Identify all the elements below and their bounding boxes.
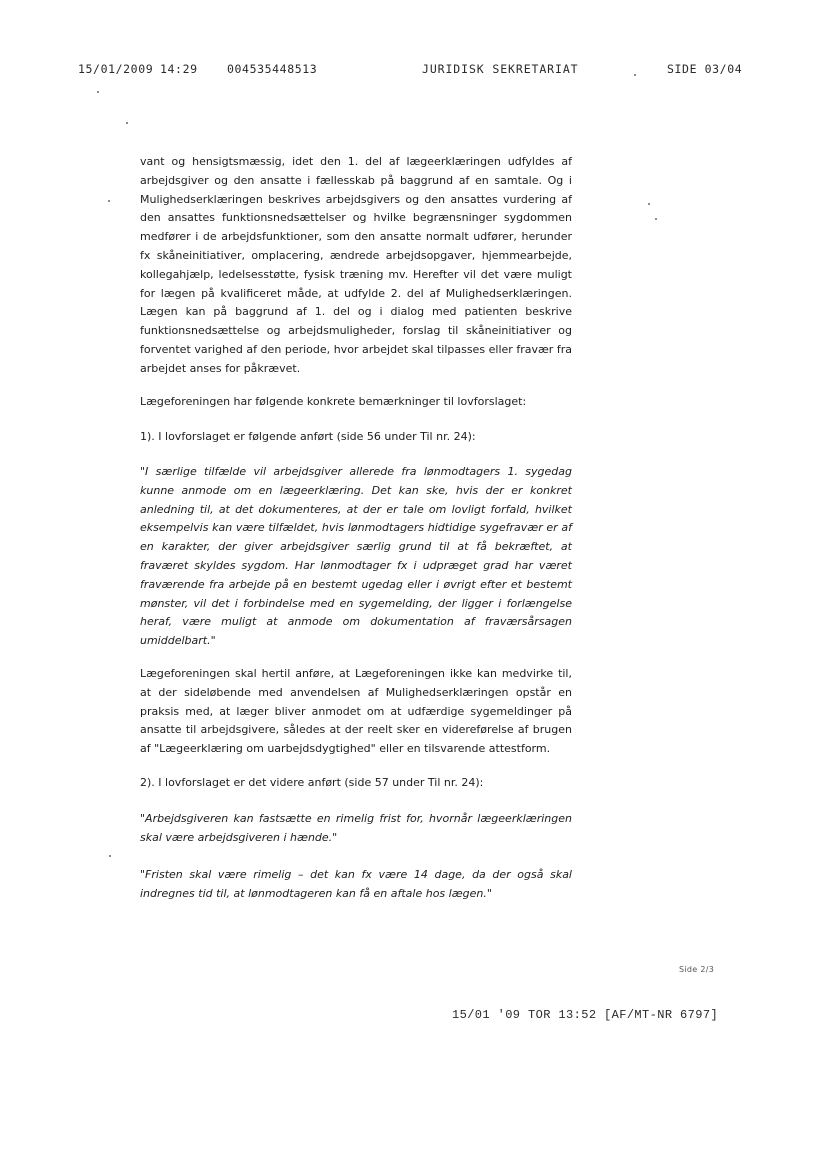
quote-text: "I særlige tilfælde vil arbejdsgiver allerede fra lønmodtagers 1. sygedag kunne anmode om en lægeerklæring. Det kan ske, hvis der er konkret anledning til, at det dokumenteres, at der er tale om lovligt forfald, hvilket eksempelvis kan være tilfældet, hvis lønmodtagers hidtidige sygefravær er af en karakter, der giver arbejdsgiver særlig grund til at få bekræftet, at fraværet skyldes sygdom. Har lønmodtager fx i udpræget grad har været fraværende fra arbejde på en bestemt ugedag eller i øvrigt efter et bestemt mønster, vil det i forbindelse med en sygemelding, der ligger i forlængelse heraf, være muligt at anmode om dokumentation af fraværsårsagen umiddelbart." (140, 465, 572, 648)
paragraph-text: 2). I lovforslaget er det videre anført (side 57 under Til nr. 24): (140, 776, 484, 789)
fax-header-number: 004535448513 (227, 62, 318, 76)
scan-speck (655, 218, 657, 220)
paragraph-intro (140, 153, 572, 379)
paragraph-text: vant og hensigtsmæssig, idet den 1. del af lægeerklæringen udfyldes af arbejdsgiver og den ansatte i fællesskab på baggrund af en samtale. Og i Mulighedserklæringen beskrives arbejdsgivers og den ansattes vurdering af den ansattes funktionsnedsættelser og hvilke begrænsninger sygdommen medfører i de arbejdsfunktioner, som den ansatte normalt udfører, herunder fx skåneinitiativer, omplacering, ændrede arbejdsopgaver, hjemmearbejde, kollegahjælp, ledelsesstøtte, fysisk træning mv. Herefter vil det være muligt for lægen på kvalificeret måde, at udfylde 2. del af Mulighedserklæringen. Lægen kan på baggrund af 1. del og i dialog med patienten beskrive funktionsnedsættelse og arbejdsmuligheder, forslag til skåneinitiativer og forventet varighed af den periode, hvor arbejdet skal tilpasses eller fravær fra arbejdet anses for påkrævet. (140, 155, 572, 375)
scan-speck (108, 200, 110, 202)
paragraph-remarks-heading (140, 393, 572, 412)
scan-speck (97, 91, 99, 93)
quote-block-3 (140, 866, 572, 904)
scan-speck (634, 74, 636, 76)
paragraph-text: Lægeforeningen skal hertil anføre, at Lægeforeningen ikke kan medvirke til, at der sideløbende med anvendelsen af Mulighedserklæringen opstår en praksis med, at læger bliver anmodet om at udfærdige sygemeldinger på ansatte til arbejdsgivere, således at der reelt sker en videreførelse af brugen af "Lægeerklæring om uarbejdsdygtighed" eller en tilsvarende attestform. (140, 667, 572, 756)
quote-block-1 (140, 463, 572, 651)
scan-speck (126, 122, 128, 124)
scan-speck (648, 203, 650, 205)
fax-header-sender: JURIDISK SEKRETARIAT (422, 62, 579, 76)
paragraph-text: 1). I lovforslaget er følgende anført (side 56 under Til nr. 24): (140, 430, 476, 443)
quote-text: "Arbejdsgiveren kan fastsætte en rimelig frist for, hvornår lægeerklæringen skal være arbejdsgiveren i hænde." (140, 812, 572, 844)
scan-speck (109, 855, 111, 857)
fax-header-time: 14:29 (160, 62, 198, 76)
paragraph-text: Lægeforeningen har følgende konkrete bemærkninger til lovforslaget: (140, 395, 527, 408)
paragraph-response (140, 665, 572, 759)
paragraph-point-2 (140, 774, 572, 793)
fax-header (0, 62, 826, 82)
quote-block-2 (140, 810, 572, 848)
paragraph-point-1 (140, 428, 572, 447)
fax-header-date: 15/01/2009 (78, 62, 154, 76)
quote-text: "Fristen skal være rimelig – det kan fx være 14 dage, da der også skal indregnes tid til, at lønmodtageren kan få en aftale hos lægen." (140, 868, 572, 900)
page-number-note: Side 2/3 (679, 965, 715, 974)
fax-footer: 15/01 '09 TOR 13:52 [AF/MT-NR 6797] (452, 1008, 719, 1022)
fax-header-page: SIDE 03/04 (667, 62, 743, 76)
